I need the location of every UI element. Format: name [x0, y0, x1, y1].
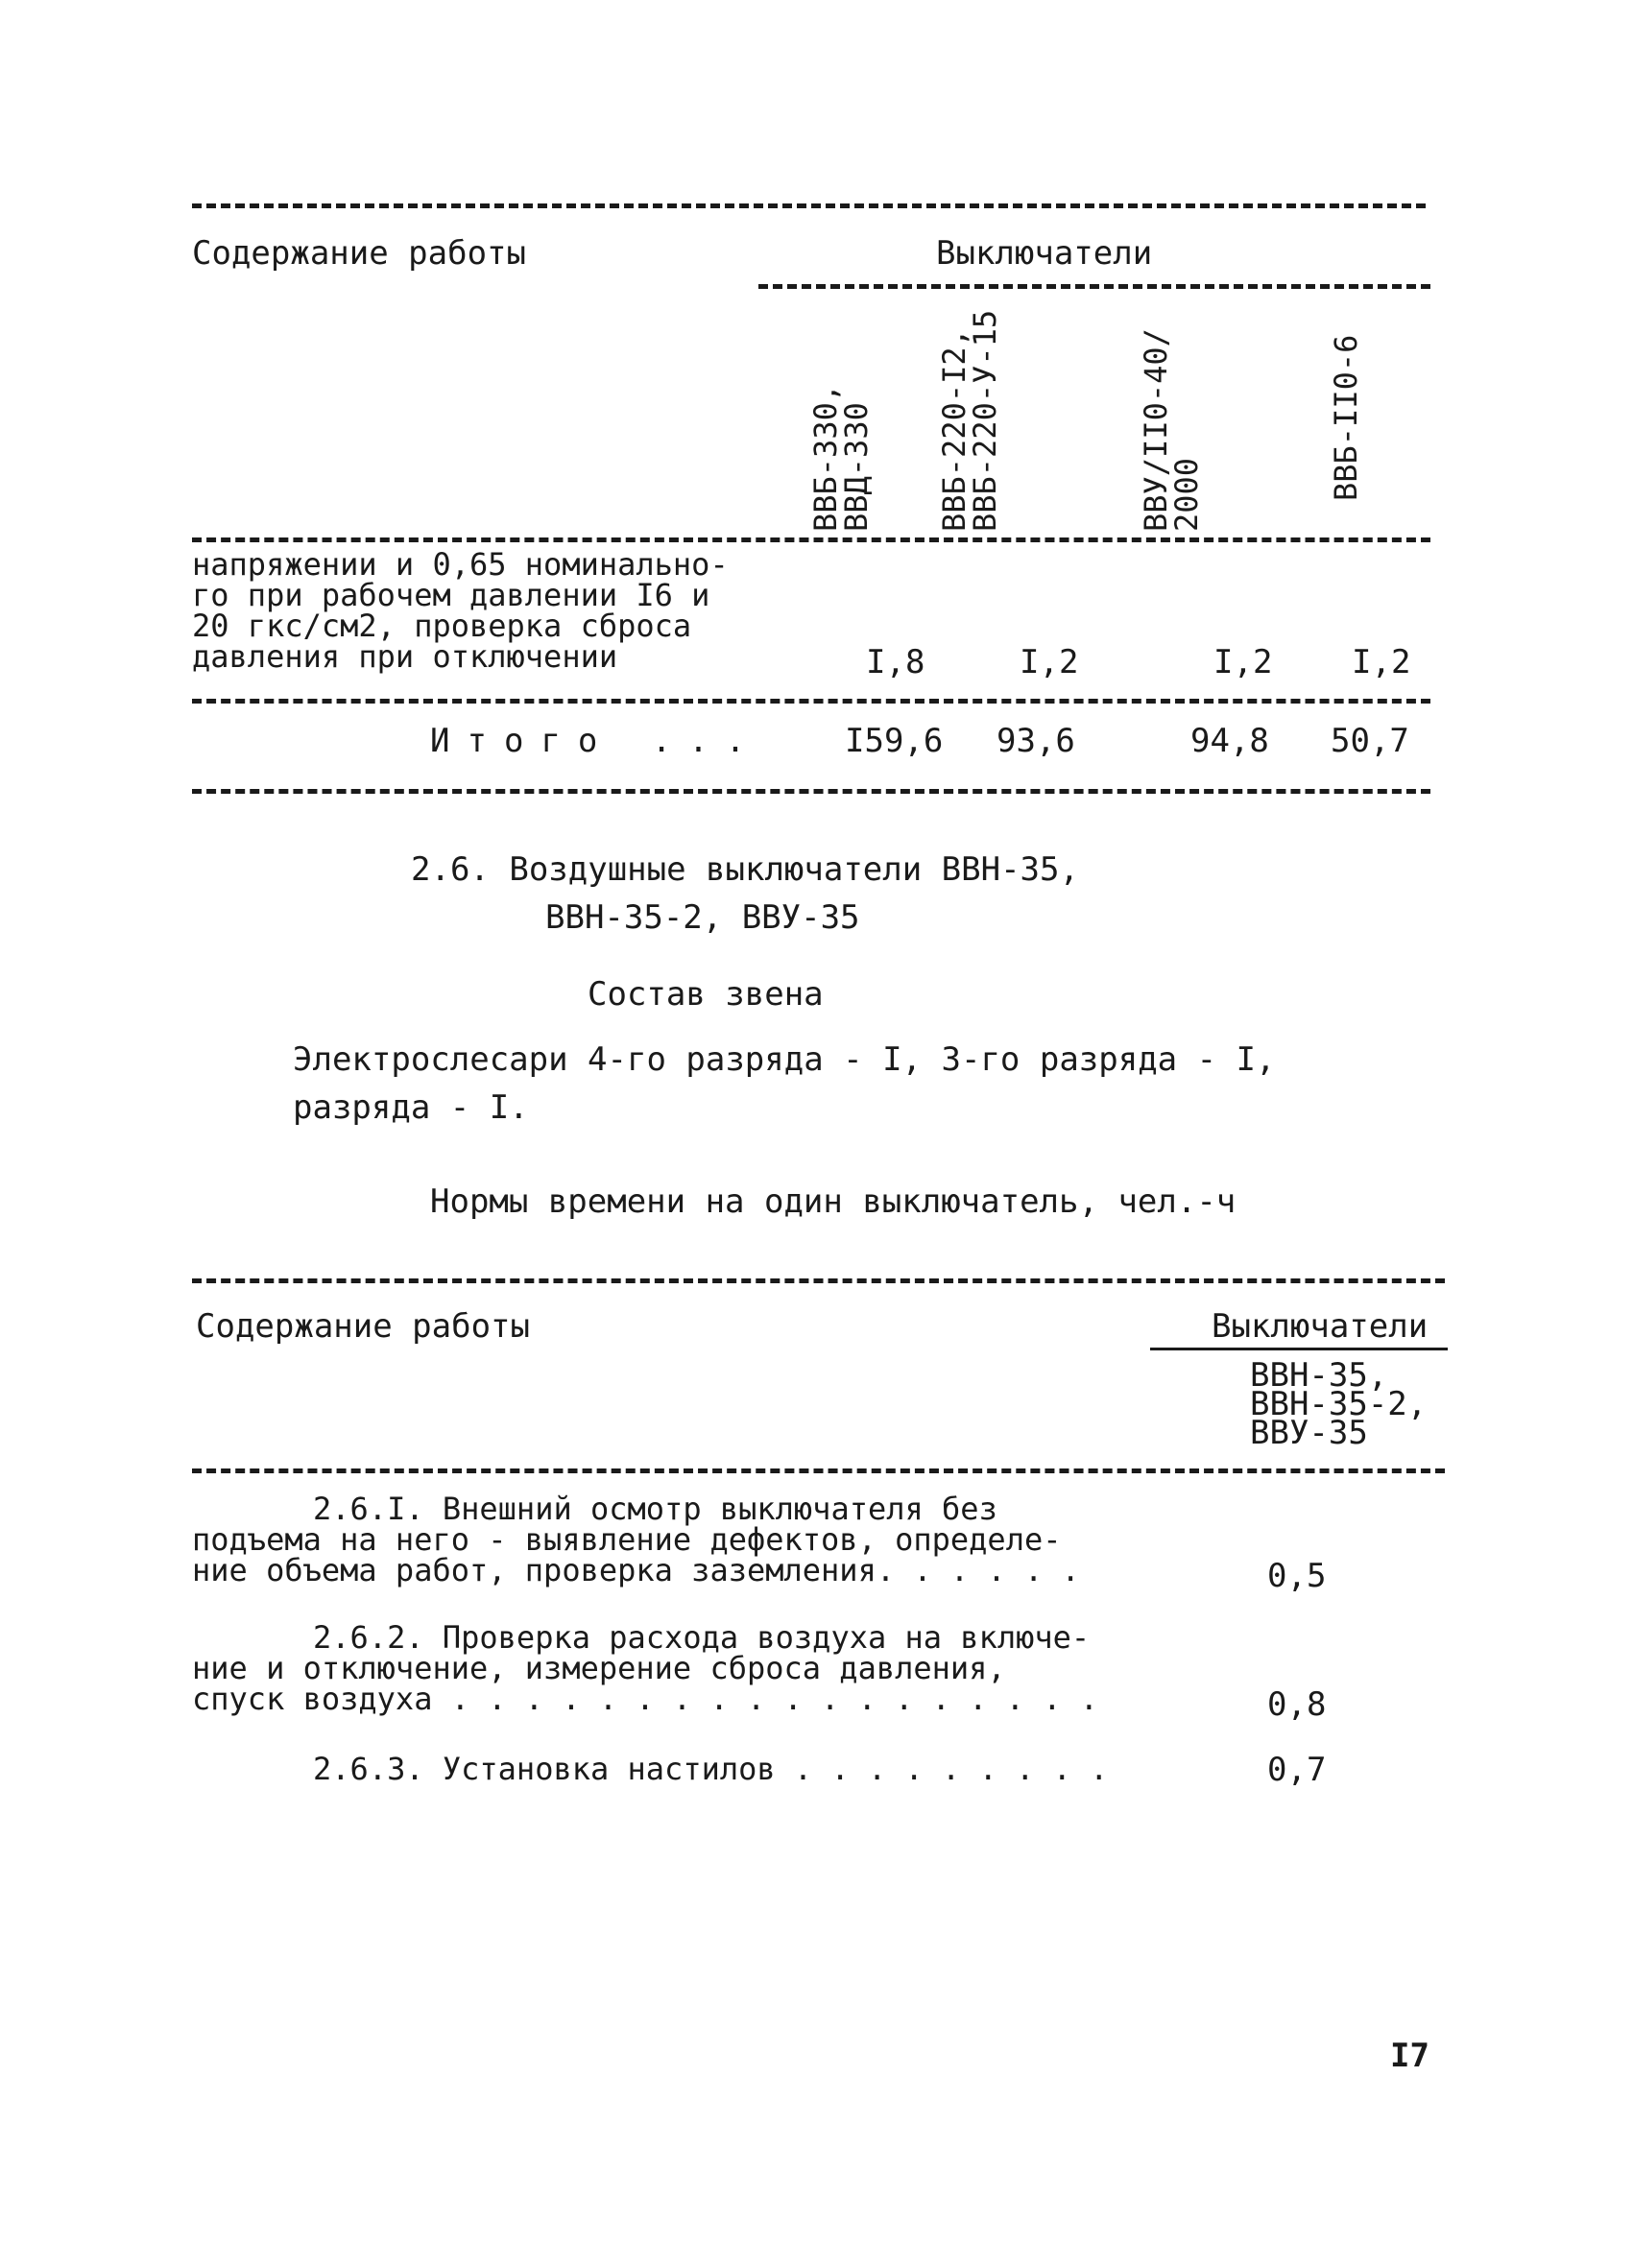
table1-col1-header: ВВБ-330, ВВД-330: [807, 383, 875, 532]
crew-title: Состав звена: [588, 975, 824, 1014]
table1-col4-header: ВВБ-II0-6: [1328, 334, 1364, 501]
table1-row-value-3: I,2: [1213, 643, 1273, 681]
table1-total-value-1: I59,6: [845, 722, 944, 760]
table1-bottom-rule: [192, 789, 1430, 794]
table2-column-header: ВВН-35, ВВН-35-2, ВВУ-35: [1250, 1356, 1428, 1452]
table1-total-value-3: 94,8: [1190, 722, 1269, 760]
table1-header-rule: [192, 537, 1430, 542]
table1-header-left: Содержание работы: [192, 234, 526, 273]
table1-top-rule: [192, 203, 1426, 208]
table2-header-group: Выключатели: [1212, 1307, 1429, 1346]
section-title-line2: ВВН-35-2, ВВУ-35: [545, 898, 860, 937]
table2-header-rule: [192, 1468, 1445, 1473]
table1-col3-header: ВВУ/II0-40/ 2000: [1138, 328, 1205, 532]
table1-row-value-4: I,2: [1352, 643, 1411, 681]
table1-row-rule: [192, 699, 1430, 704]
table2-row1-value: 0,5: [1267, 1557, 1327, 1595]
table1-header-group: Выключатели: [936, 234, 1153, 273]
table2-row2-value: 0,8: [1267, 1685, 1327, 1724]
table1-row-description: напряжении и 0,65 номинально- го при рабочем давлении I6 и 20 гкс/см2, проверка сброса давления при отключении: [192, 546, 729, 675]
table2-top-rule: [192, 1278, 1445, 1283]
section-title-line1: 2.6. Воздушные выключатели ВВН-35,: [411, 850, 1079, 889]
table1-total-value-4: 50,7: [1331, 722, 1409, 760]
page-number: I7: [1390, 2037, 1429, 2075]
table2-group-underline: [1150, 1348, 1448, 1350]
crew-line2: разряда - I.: [293, 1088, 529, 1127]
table2-header-left: Содержание работы: [196, 1307, 530, 1346]
norms-title: Нормы времени на один выключатель, чел.-ч: [430, 1182, 1237, 1221]
table1-row-value-2: I,2: [1020, 643, 1079, 681]
table1-col2-header: ВВБ-220-I2, ВВБ-220-У-15: [936, 309, 1003, 532]
table1-total-label: Итого ...: [430, 722, 763, 760]
table2-row3-text: 2.6.3. Установка настилов . . . . . . . . .: [313, 1751, 1109, 1787]
table1-total-value-2: 93,6: [997, 722, 1075, 760]
table1-row-value-1: I,8: [866, 643, 925, 681]
table2-row1-text: 2.6.I. Внешний осмотр выключателя без подъема на него - выявление дефектов, определе- ние объема работ, проверка заземления. . . . . .: [192, 1491, 1080, 1588]
table2-row3-value: 0,7: [1267, 1751, 1327, 1789]
table2-row2-text: 2.6.2. Проверка расхода воздуха на включе- ние и отключение, измерение сброса давления, спуск воздуха . . . . . . . . . . . . . . . . . .: [192, 1619, 1099, 1717]
crew-line1: Электрослесари 4-го разряда - I, 3-го разряда - I,: [293, 1040, 1276, 1079]
table1-group-rule: [758, 284, 1430, 289]
